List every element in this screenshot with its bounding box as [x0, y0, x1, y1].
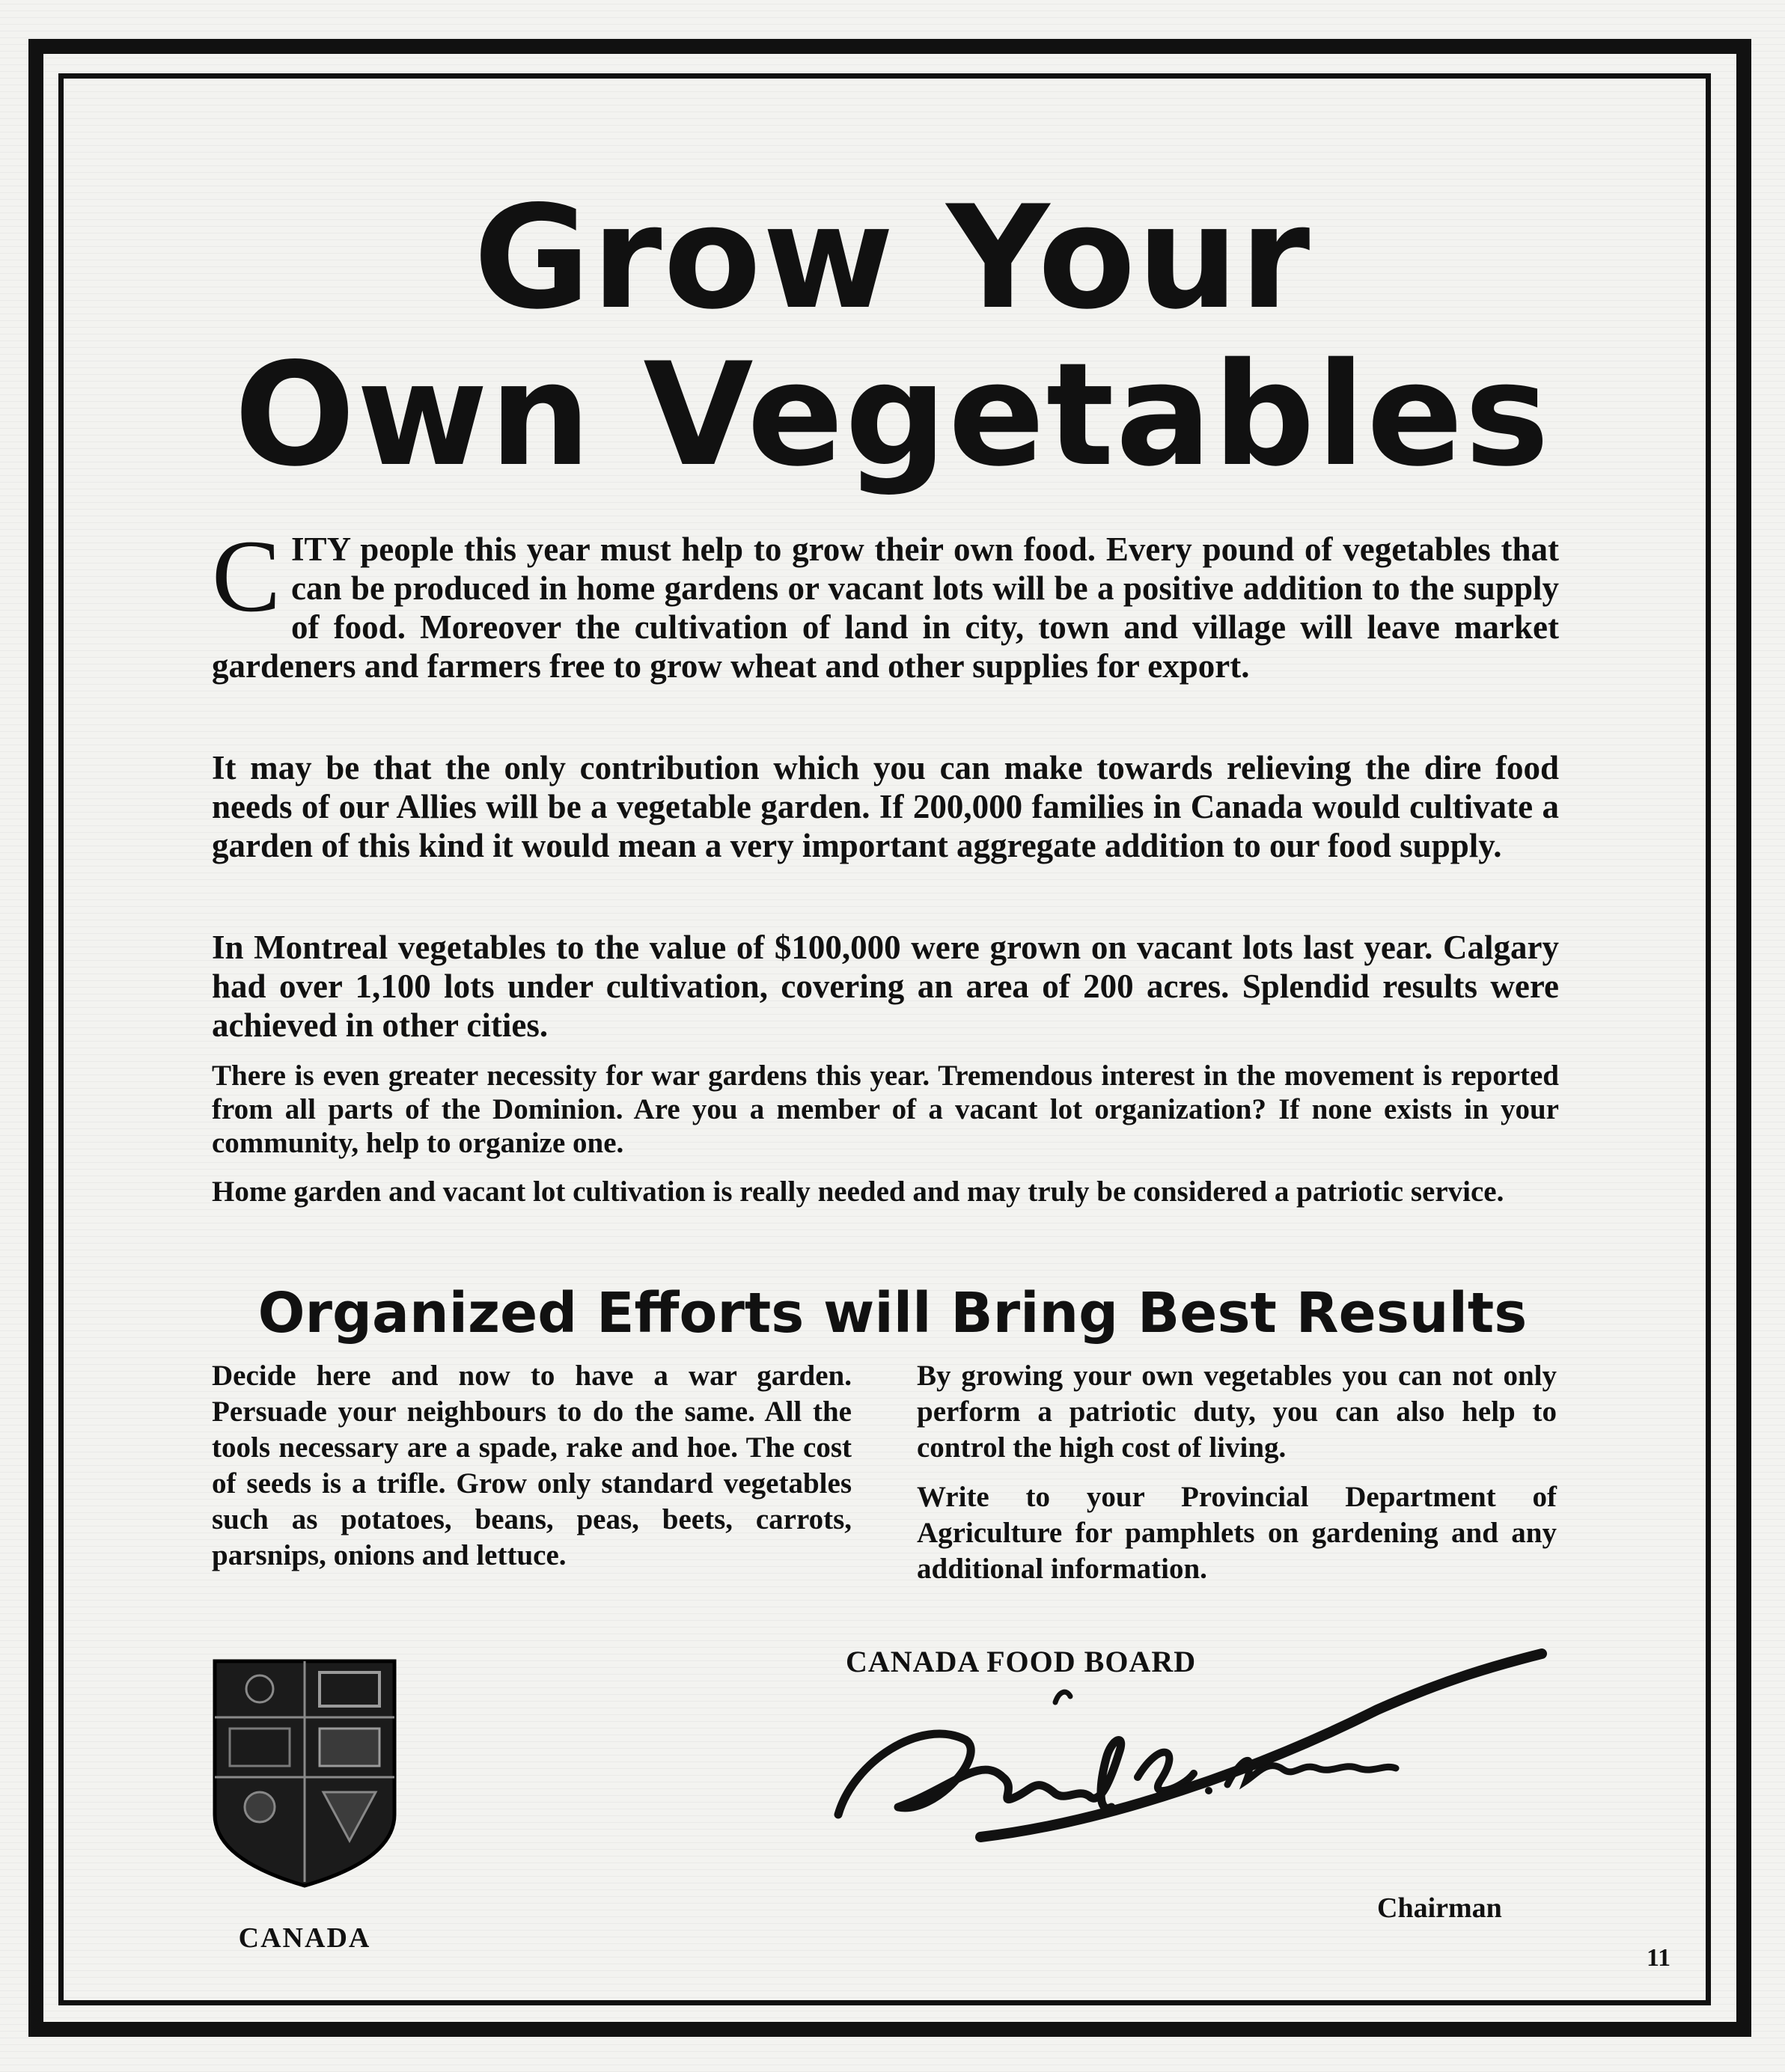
paragraph-5: Home garden and vacant lot cultivation is really needed and may truly be considered a patriotic service.: [212, 1176, 1504, 1208]
right-column-paragraph-1: By growing your own vegetables you can not only perform a patriotic duty, you can also help to control the high cost of living.: [917, 1360, 1557, 1464]
drop-cap: C: [212, 519, 281, 633]
food-board-name: CANADA FOOD BOARD: [846, 1645, 1197, 1678]
left-column-text: Decide here and now to have a war garden. Persuade your neighbours to do the same. All the tools necessary are a spade, rake and hoe. The cost of seeds is a trifle. Grow only standard vegetables such as potatoes, beans, peas, beets, carrots, parsnips, onions and lettuce.: [212, 1360, 852, 1571]
paragraph-4: There is even greater necessity for war gardens this year. Tremendous interest in the movement is reported from all parts of the Dominion. Are you a member of a vacant lot organization? If none exists in your community, help to organize one.: [212, 1060, 1559, 1159]
page-number: 11: [1647, 1944, 1671, 1972]
coat-of-arms-icon: [211, 1657, 398, 1889]
subheading: Organized Efforts will Bring Best Results: [257, 1281, 1528, 1345]
headline-line-1: Grow Your: [473, 175, 1312, 340]
right-column-paragraph-2: Write to your Provincial Department of Agriculture for pamphlets on gardening and any additional information.: [917, 1481, 1557, 1585]
paragraph-2: It may be that the only contribution which you can make towards relieving the dire food needs of our Allies will be a vegetable garden. If 200,000 families in Canada would cultivate a garden of this kind it would mean a very important aggregate addition to our food supply.: [212, 749, 1559, 864]
crest-label: CANADA: [238, 1922, 371, 1954]
chairman-signature: [808, 1628, 1557, 1867]
paragraph-3: In Montreal vegetables to the value of $100,000 were grown on vacant lots last year. Calgary had over 1,100 lots under cultivation, covering an area of 200 acres. Splendid results were achieved in other cities.: [212, 929, 1559, 1044]
paragraph-1-text: ITY people this year must help to grow their own food. Every pound of vegetables that can be produced in home gardens or vacant lots will be a positive addition to the supply of food. Moreover the cultivation of land in city, town and village will leave market gardeners and farmers free to grow wheat and other supplies for export.: [212, 531, 1559, 685]
headline-line-2: Own Vegetables: [234, 332, 1551, 498]
signer-title: Chairman: [1377, 1892, 1502, 1924]
right-column: [917, 1358, 1557, 1601]
paragraph-1: [212, 519, 1559, 685]
